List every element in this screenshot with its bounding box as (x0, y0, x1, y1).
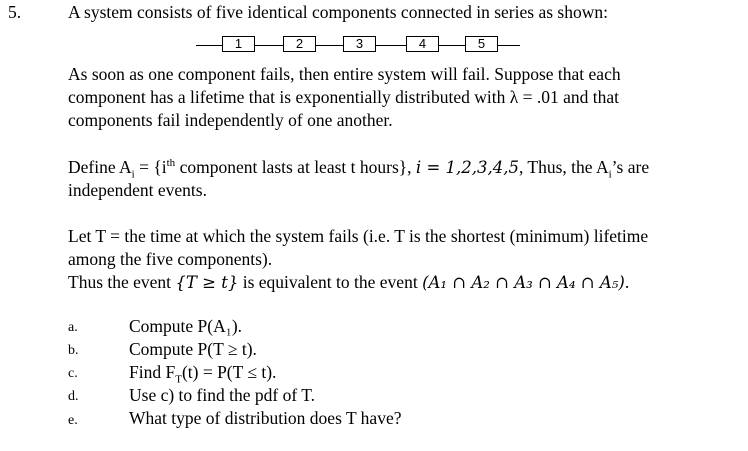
part-c-text-a: Find F (129, 362, 176, 382)
part-c-sub-t: T (175, 373, 182, 386)
let-line3-text: Thus the event (68, 272, 176, 292)
problem-intro: A system consists of five identical components connected in series as shown: (68, 2, 608, 22)
part-b-label: b. (68, 343, 79, 358)
define-line2: independent events. (68, 180, 207, 200)
wire-1-2 (255, 45, 283, 46)
wire-lead-out (498, 45, 520, 46)
wire-2-3 (316, 45, 343, 46)
component-box-2: 2 (283, 36, 316, 52)
part-e-text: What type of distribution does T have? (129, 408, 402, 428)
define-sub-i2: i (608, 168, 612, 181)
part-c-label: c. (68, 366, 78, 381)
part-c-text (129, 362, 277, 386)
part-d-label: d. (68, 389, 79, 404)
define-sup-th: th (166, 157, 176, 170)
let-line3 (68, 272, 629, 293)
wire-3-4 (376, 45, 406, 46)
define-tail-b: ’s are (611, 157, 650, 177)
wire-lead-in (196, 45, 222, 46)
series-diagram (196, 36, 548, 56)
component-box-5: 5 (465, 36, 498, 52)
wire-4-5 (439, 45, 465, 46)
component-box-3: 3 (343, 36, 376, 52)
define-tail-a: , Thus, the A (518, 157, 609, 177)
let-line1: Let T = the time at which the system fails (i.e. T is the shortest (minimum) lifetime (68, 226, 649, 246)
part-a-label: a. (68, 320, 78, 335)
define-sub-i: i (131, 168, 135, 181)
let-line3-mid: is equivalent to the event (238, 272, 423, 292)
part-c-text-b: (t) = P(T ≤ t). (181, 362, 277, 382)
part-b-text: Compute P(T ≥ t). (129, 339, 257, 359)
part-a-text: Compute P(A₁). (129, 316, 243, 336)
para1-line3: components fail independently of one another. (68, 110, 393, 130)
part-d-text: Use c) to find the pdf of T. (129, 385, 315, 405)
event-t-geq-t: {T ≥ t} (175, 273, 239, 292)
para1-line2: component has a lifetime that is exponentially distributed with λ = .01 and that (68, 87, 620, 107)
event-intersection: (A₁ ∩ A₂ ∩ A₃ ∩ A₄ ∩ A₅) (422, 273, 625, 292)
para1-line1: As soon as one component fails, then entire system will fail. Suppose that each (68, 64, 621, 84)
define-prefix: Define A (68, 157, 132, 177)
component-box-4: 4 (406, 36, 439, 52)
let-line3-end: . (624, 272, 630, 292)
define-index-range: i = 1,2,3,4,5 (415, 158, 519, 177)
let-line2: among the five components). (68, 249, 273, 269)
component-box-1: 1 (222, 36, 255, 52)
define-line1 (68, 157, 650, 181)
part-e-label: e. (68, 413, 78, 428)
define-rest: component lasts at least t hours}, (175, 157, 416, 177)
problem-number: 5. (8, 2, 22, 22)
define-eq-open: = {i (134, 157, 167, 177)
